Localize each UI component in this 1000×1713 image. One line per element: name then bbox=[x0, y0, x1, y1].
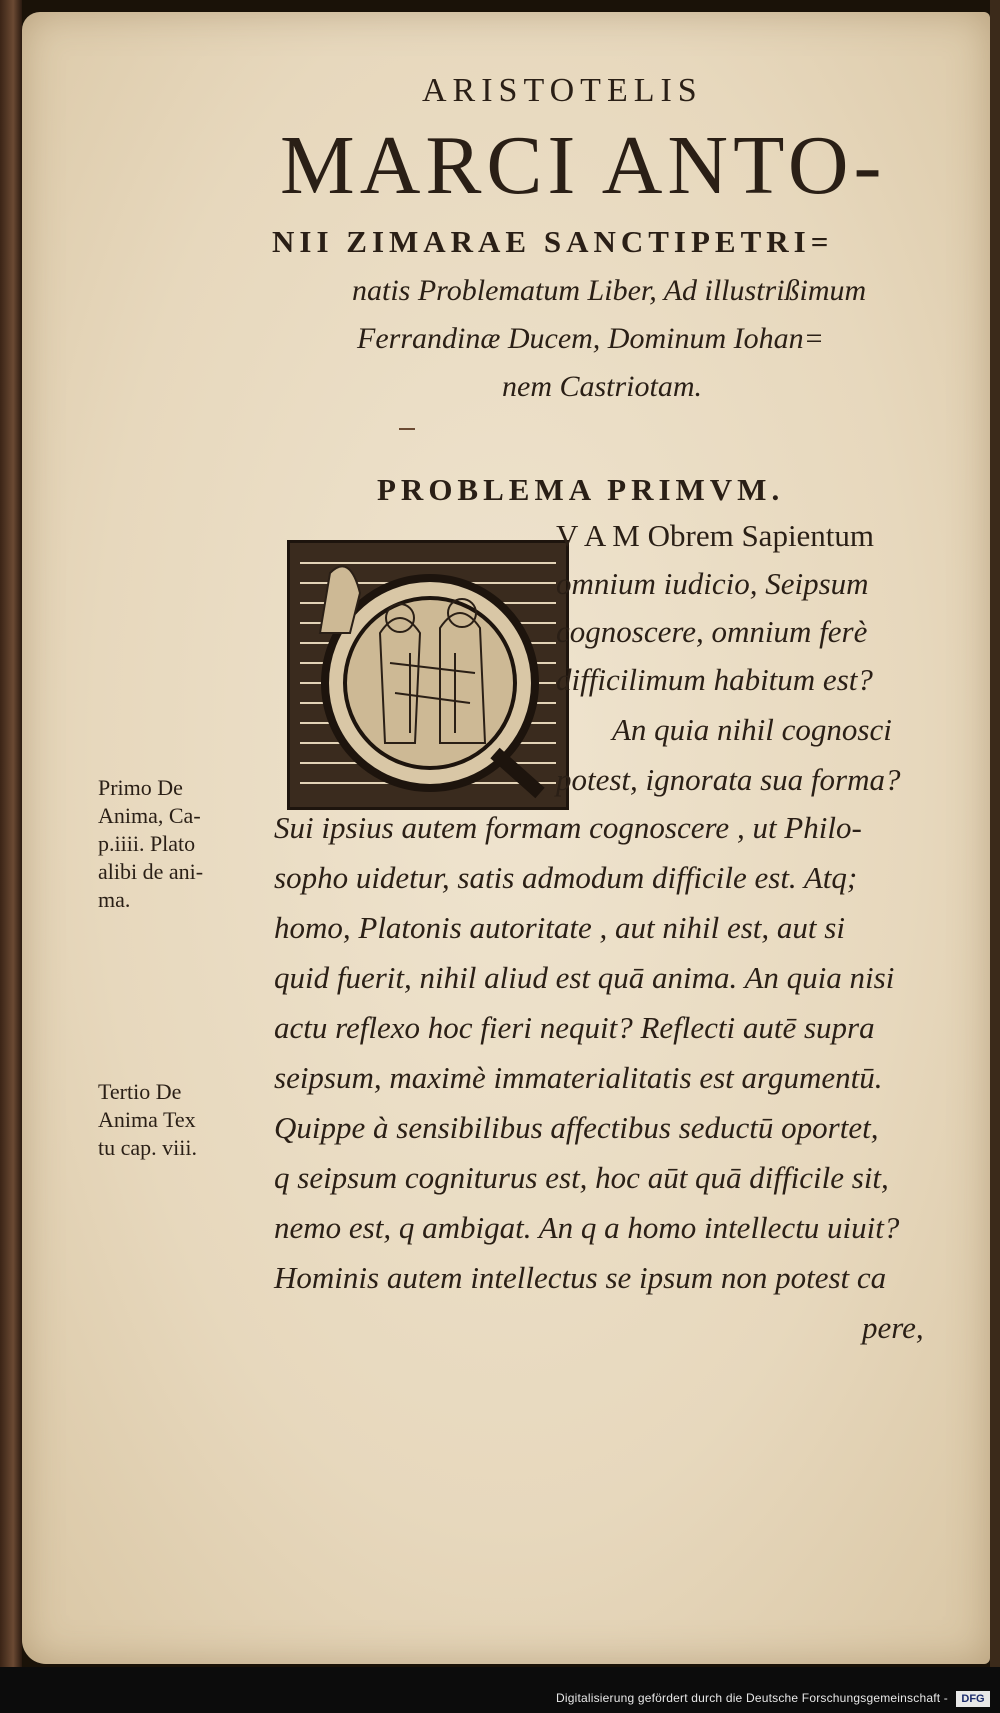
margin-note-2-line: Tertio De bbox=[98, 1079, 182, 1104]
title-line-4: natis Problematum Liber, Ad illustrißimum bbox=[352, 274, 867, 307]
catchword: pere, bbox=[862, 1310, 924, 1345]
title-line-6: nem Castriotam. bbox=[502, 370, 703, 403]
margin-note-1-line: Anima, Ca- bbox=[98, 803, 201, 828]
title-line-1: ARISTOTELIS bbox=[422, 72, 703, 109]
body-line-1: V A M Obrem Sapientum bbox=[556, 518, 875, 553]
margin-note-2-line: Anima Tex bbox=[98, 1107, 196, 1132]
printer-mark bbox=[399, 428, 415, 430]
digitization-footer bbox=[0, 1667, 1000, 1713]
book-spine bbox=[0, 0, 22, 1713]
body-line-8: sopho uidetur, satis admodum difficile est. Atq; bbox=[274, 860, 858, 895]
page-edge bbox=[990, 0, 1000, 1713]
woodcut-initial-q bbox=[287, 540, 569, 810]
body-line-2: omnium iudicio, Seipsum bbox=[556, 566, 869, 601]
margin-note-1-line: alibi de ani- bbox=[98, 859, 204, 884]
margin-note-1 bbox=[98, 774, 203, 914]
margin-note-1-line: p.iiii. Plato bbox=[98, 831, 196, 856]
margin-note-2-line: tu cap. viii. bbox=[98, 1135, 197, 1160]
book-page bbox=[22, 12, 990, 1664]
dfg-logo: DFG bbox=[956, 1691, 990, 1707]
title-line-5: Ferrandinæ Ducem, Dominum Iohan= bbox=[357, 322, 824, 355]
margin-note-1-line: ma. bbox=[98, 887, 131, 912]
body-line-7: Sui ipsius autem formam cognoscere , ut Philo- bbox=[274, 810, 862, 845]
footer-credit: Digitalisierung gefördert durch die Deutsche Forschungsgemeinschaft - bbox=[556, 1691, 948, 1705]
body-line-12: seipsum, maximè immaterialitatis est argumentū. bbox=[274, 1060, 883, 1095]
body-line-5: An quia nihil cognosci bbox=[612, 712, 892, 747]
body-line-13: Quippe à sensibilibus affectibus seductū oportet, bbox=[274, 1110, 879, 1145]
woodcut-illustration bbox=[290, 543, 566, 807]
body-line-14: q seipsum cogniturus est, hoc aūt quā difficile sit, bbox=[274, 1160, 889, 1195]
body-line-10: quid fuerit, nihil aliud est quā anima. An quia nisi bbox=[274, 960, 895, 995]
problem-heading: PROBLEMA PRIMVM. bbox=[377, 472, 785, 507]
body-line-11: actu reflexo hoc fieri nequit? Reflecti autē supra bbox=[274, 1010, 875, 1045]
body-line-4: difficilimum habitum est? bbox=[556, 662, 873, 697]
body-line-15: nemo est, q ambigat. An q a homo intellectu uiuit? bbox=[274, 1210, 900, 1245]
title-line-2: MARCI ANTO- bbox=[280, 119, 887, 212]
margin-note-1-line: Primo De bbox=[98, 775, 183, 800]
body-line-6: potest, ignorata sua forma? bbox=[556, 762, 901, 797]
body-line-9: homo, Platonis autoritate , aut nihil est, aut si bbox=[274, 910, 845, 945]
body-line-16: Hominis autem intellectus se ipsum non potest ca bbox=[274, 1260, 887, 1295]
title-line-3: NII ZIMARAE SANCTIPETRI= bbox=[272, 224, 834, 259]
margin-note-2 bbox=[98, 1078, 197, 1162]
body-line-3: cognoscere, omnium ferè bbox=[556, 614, 868, 649]
